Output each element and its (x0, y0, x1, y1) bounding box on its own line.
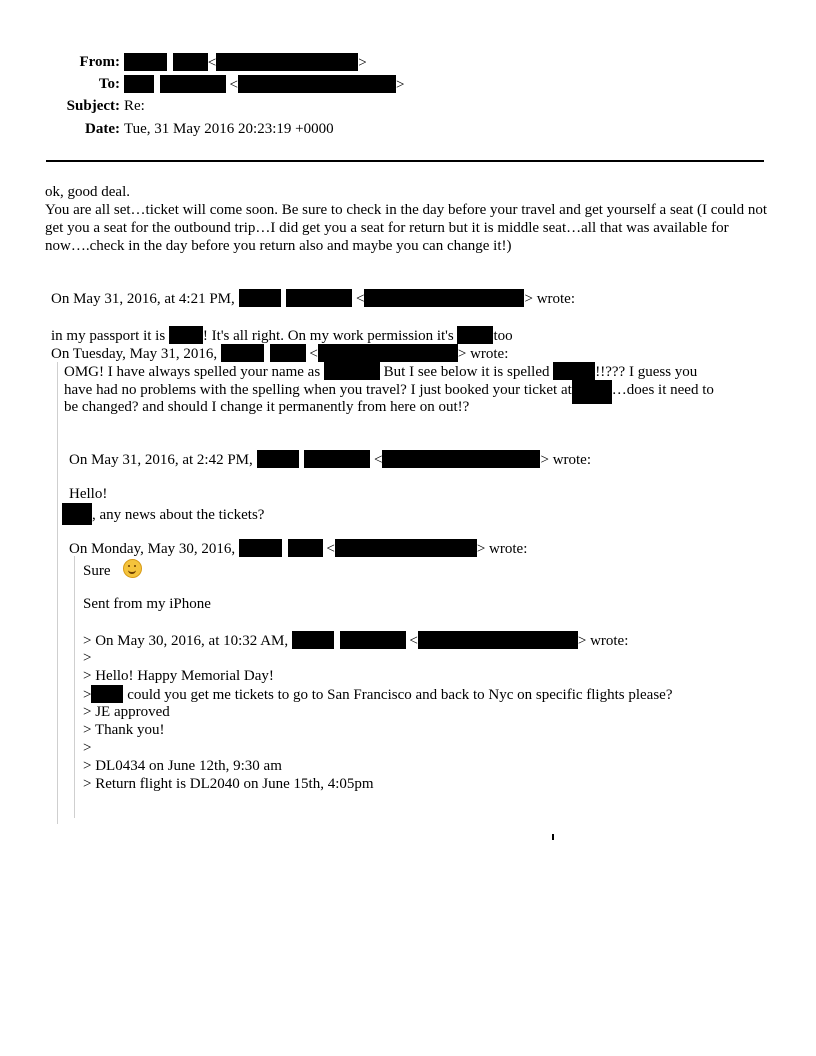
quote-line: > Return flight is DL2040 on June 15th, 4:05pm (83, 776, 374, 792)
redaction (160, 75, 226, 93)
body-paragraph: You are all set…ticket will come soon. Be sure to check in the day before your travel and get yourself a seat (I could not get you a seat for the outbound trip…I did get you a seat for return but it is middle seat…all that was available for now….check in the day before you return also and maybe you can change it!) (45, 202, 768, 254)
to-label: To: (98, 76, 120, 92)
redaction (288, 539, 323, 557)
redaction (238, 75, 396, 93)
quote-line: > (83, 740, 92, 756)
redaction (304, 450, 370, 468)
redaction (572, 380, 612, 404)
quote-line: > Thank you! (83, 722, 165, 738)
redaction (270, 344, 306, 362)
redaction (169, 326, 203, 344)
redaction (324, 362, 380, 380)
quote-line: have had no problems with the spelling when you travel? I just booked your ticket at …does it need to (64, 380, 714, 404)
from-value: < > (124, 53, 367, 72)
header-divider (46, 160, 764, 162)
redaction (91, 685, 123, 703)
redaction (292, 631, 334, 649)
body-line: ok, good deal. (45, 184, 130, 200)
redaction (257, 450, 299, 468)
quote-line: , any news about the tickets? (62, 503, 264, 525)
redaction (239, 289, 281, 307)
redaction (62, 503, 92, 525)
from-label: From: (79, 54, 120, 70)
quote-attribution: On May 31, 2016, at 2:42 PM, < > wrote: (69, 452, 592, 468)
quote-attribution: > On May 30, 2016, at 10:32 AM, < > wrote: (83, 633, 629, 649)
quote-line: > Hello! Happy Memorial Day! (83, 668, 274, 684)
quote-attribution: On Tuesday, May 31, 2016, < > wrote: (51, 346, 509, 362)
to-value: < > (124, 75, 404, 94)
date-value: Tue, 31 May 2016 20:23:19 +0000 (124, 121, 334, 137)
subject-value: Re: (124, 98, 145, 114)
redaction (418, 631, 578, 649)
quote-line: Hello! (69, 486, 108, 502)
quote-bar (74, 556, 75, 818)
redaction (239, 539, 282, 557)
quote-bar (57, 362, 58, 824)
redaction (286, 289, 352, 307)
redaction (221, 344, 264, 362)
date-label: Date: (85, 121, 120, 137)
quote-line: > DL0434 on June 12th, 9:30 am (83, 758, 282, 774)
quote-line: > (83, 650, 92, 666)
quote-line: > JE approved (83, 704, 170, 720)
redaction (124, 75, 154, 93)
redaction (124, 53, 167, 71)
quote-line: > could you get me tickets to go to San Francisco and back to Nyc on specific flights please? (83, 687, 673, 703)
quote-line: Sure (83, 559, 142, 580)
redaction (457, 326, 493, 344)
redaction (340, 631, 406, 649)
redaction (318, 344, 458, 362)
quote-line: in my passport it is ! It's all right. On my work permission it's too (51, 328, 513, 344)
redaction (216, 53, 358, 71)
quote-line: be changed? and should I change it permanently from here on out!? (64, 399, 470, 415)
subject-label: Subject: (66, 98, 120, 114)
redaction (173, 53, 208, 71)
redaction (335, 539, 477, 557)
redaction (382, 450, 540, 468)
redaction (364, 289, 524, 307)
redaction (553, 362, 595, 380)
stray-mark (552, 834, 554, 840)
quote-attribution: On May 31, 2016, at 4:21 PM, < > wrote: (51, 291, 576, 307)
quote-line: OMG! I have always spelled your name as But I see below it is spelled !!??? I guess you (64, 364, 698, 380)
quote-attribution: On Monday, May 30, 2016, < > wrote: (69, 541, 528, 557)
smiling-face-icon (123, 559, 142, 578)
signature-line: Sent from my iPhone (83, 596, 211, 612)
